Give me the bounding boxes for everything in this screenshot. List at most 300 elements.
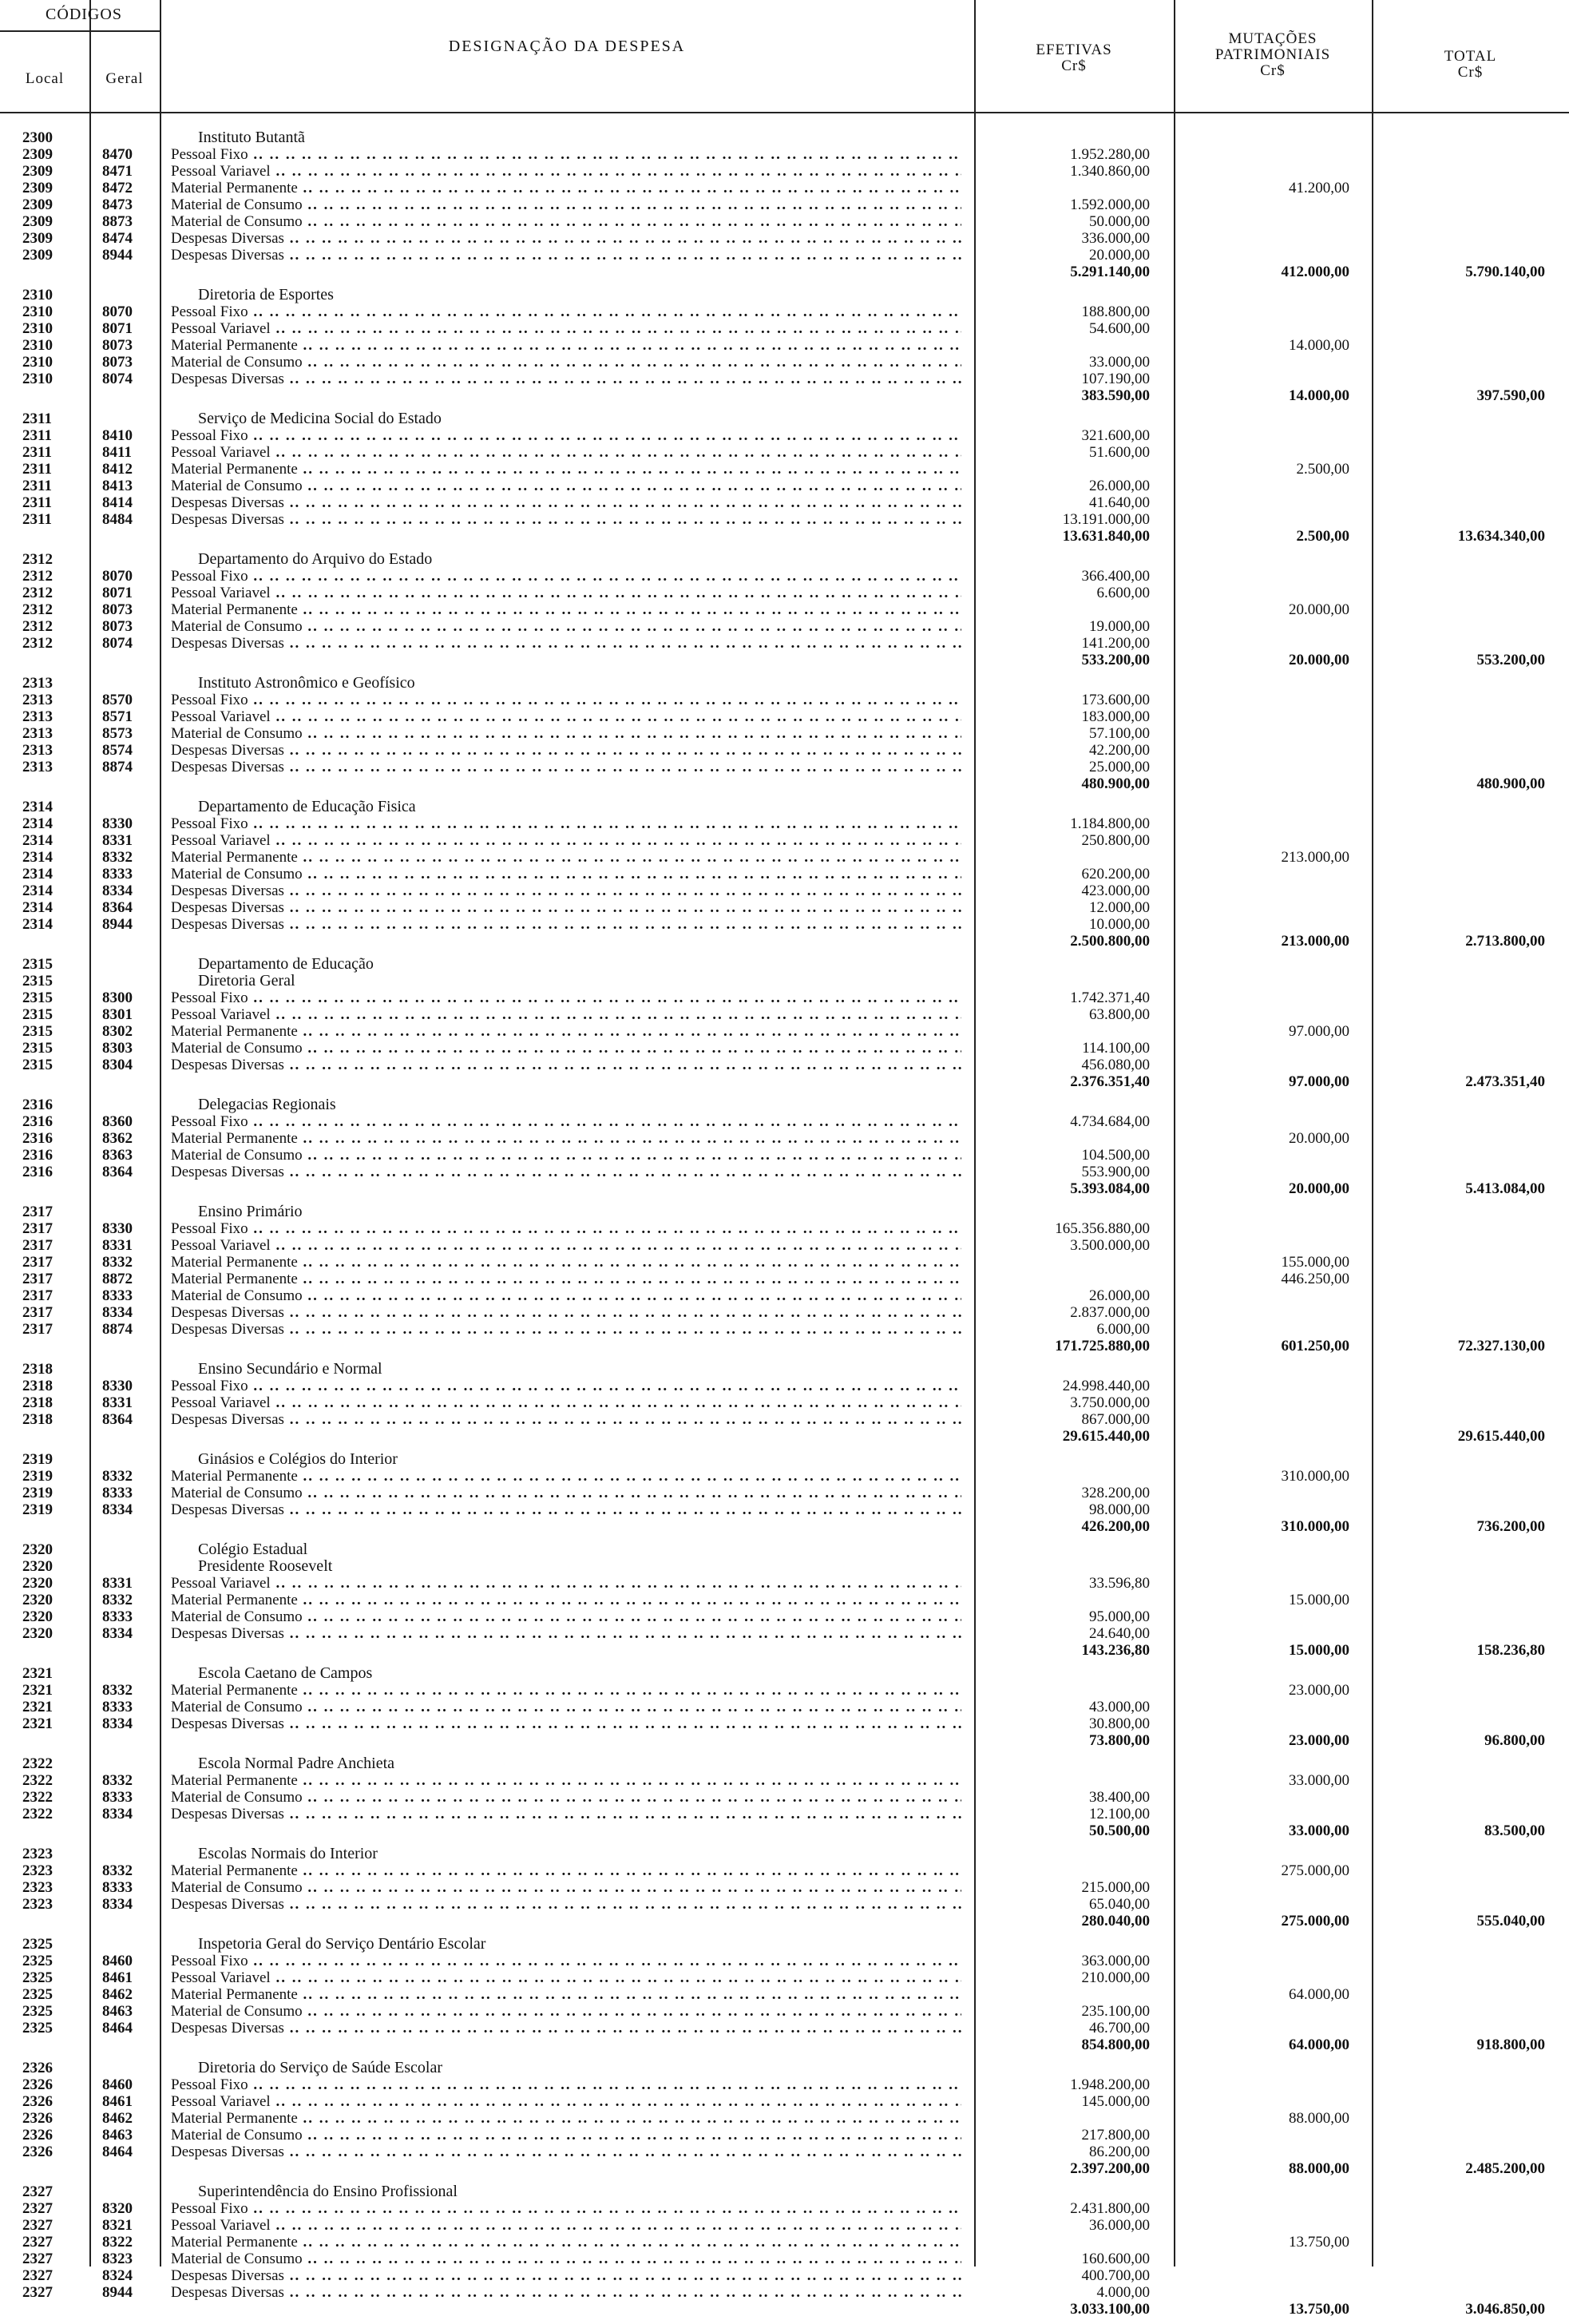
expense-row	[0, 213, 1569, 230]
subtotal-row	[0, 652, 1569, 668]
code-geral: 8332	[102, 1592, 133, 1608]
header-total: TOTAL	[1444, 48, 1497, 65]
code-local: 2325	[22, 1953, 53, 1969]
efetivas-value: 30.800,00	[1089, 1715, 1150, 1732]
code-geral: 8463	[102, 2003, 133, 2020]
designation: Material de Consumo .. ..	[171, 1608, 961, 1625]
designation: Ensino Secundário e Normal	[198, 1361, 382, 1378]
code-local: 2309	[22, 230, 53, 247]
code-geral: 8473	[102, 196, 133, 213]
efetivas-value: 553.900,00	[1081, 1164, 1150, 1180]
code-local: 2317	[22, 1220, 53, 1237]
code-local: 2319	[22, 1468, 53, 1485]
designation: Departamento de Educação	[198, 956, 374, 973]
efetivas-value: 188.800,00	[1081, 303, 1150, 320]
mutacoes-value: 14.000,00	[1289, 337, 1349, 354]
mutacoes-value: 2.500,00	[1296, 528, 1349, 545]
mutacoes-value: 97.000,00	[1289, 1023, 1349, 1040]
expense-row	[0, 1164, 1569, 1180]
expense-row	[0, 2251, 1569, 2267]
expense-row	[0, 1969, 1569, 1986]
code-local: 2327	[22, 2284, 53, 2301]
subtotal-row	[0, 528, 1569, 545]
header-mutacoes-unit: Cr$	[1260, 62, 1286, 79]
subtotal-row	[0, 387, 1569, 404]
code-local: 2317	[22, 1271, 53, 1287]
efetivas-value: 456.080,00	[1081, 1057, 1150, 1073]
subtotal-row	[0, 933, 1569, 950]
designation: Despesas Diversas .. ..	[171, 1625, 961, 1642]
expense-row	[0, 1986, 1569, 2003]
expense-row	[0, 1006, 1569, 1023]
designation: Material Permanente .. ..	[171, 2110, 961, 2127]
efetivas-value: 426.200,00	[1081, 1518, 1150, 1535]
code-local: 2312	[22, 618, 53, 635]
expense-row	[0, 1271, 1569, 1287]
code-geral: 8304	[102, 1057, 133, 1073]
designation: Ginásios e Colégios do Interior	[198, 1451, 398, 1468]
mutacoes-value: 97.000,00	[1289, 1073, 1349, 1090]
expense-row	[0, 742, 1569, 759]
mutacoes-value: 310.000,00	[1281, 1468, 1349, 1485]
code-geral: 8330	[102, 1378, 133, 1394]
code-local: 2325	[22, 1969, 53, 1986]
efetivas-value: 63.800,00	[1089, 1006, 1150, 1023]
header-mutacoes: MUTAÇÕES	[1228, 30, 1317, 47]
code-geral: 8071	[102, 585, 133, 601]
efetivas-value: 3.500.000,00	[1070, 1237, 1150, 1254]
section-heading-row	[0, 1846, 1569, 1862]
designation: Despesas Diversas .. ..	[171, 1501, 961, 1518]
code-geral: 8464	[102, 2020, 133, 2036]
expense-row	[0, 247, 1569, 264]
expense-row	[0, 601, 1569, 618]
designation: Departamento do Arquivo do Estado	[198, 551, 433, 568]
expense-row	[0, 1113, 1569, 1130]
section-heading-row	[0, 551, 1569, 568]
efetivas-value: 86.200,00	[1089, 2144, 1150, 2160]
efetivas-value: 210.000,00	[1081, 1969, 1150, 1986]
code-local: 2312	[22, 568, 53, 585]
expense-row	[0, 1682, 1569, 1699]
code-geral: 8330	[102, 815, 133, 832]
code-geral: 8334	[102, 1625, 133, 1642]
designation: Despesas Diversas .. ..	[171, 1411, 961, 1428]
expense-row	[0, 989, 1569, 1006]
designation: Pessoal Variavel .. ..	[171, 585, 961, 601]
code-geral: 8070	[102, 303, 133, 320]
expense-row	[0, 1485, 1569, 1501]
efetivas-value: 65.040,00	[1089, 1896, 1150, 1913]
efetivas-value: 6.000,00	[1096, 1321, 1150, 1338]
code-geral: 8324	[102, 2267, 133, 2284]
code-geral: 8300	[102, 989, 133, 1006]
efetivas-value: 235.100,00	[1081, 2003, 1150, 2020]
expense-row	[0, 1806, 1569, 1822]
code-geral: 8333	[102, 1287, 133, 1304]
code-geral: 8472	[102, 180, 133, 196]
designation: Pessoal Variavel .. ..	[171, 1394, 961, 1411]
designation: Material de Consumo .. ..	[171, 196, 961, 213]
designation: Pessoal Variavel .. ..	[171, 320, 961, 337]
total-value: 2.485.200,00	[1465, 2160, 1545, 2177]
code-geral: 8460	[102, 1953, 133, 1969]
mutacoes-value: 275.000,00	[1281, 1913, 1349, 1929]
designation: Despesas Diversas .. ..	[171, 511, 961, 528]
code-local: 2315	[22, 973, 53, 989]
code-local: 2310	[22, 354, 53, 371]
subtotal-row	[0, 2036, 1569, 2053]
designation: Instituto Butantã	[198, 129, 305, 146]
codigos-underline	[0, 30, 160, 32]
designation: Material de Consumo .. ..	[171, 1789, 961, 1806]
code-geral: 8302	[102, 1023, 133, 1040]
designation: Material de Consumo .. ..	[171, 1485, 961, 1501]
expense-row	[0, 1378, 1569, 1394]
efetivas-value: 6.600,00	[1096, 585, 1150, 601]
designation: Material de Consumo .. ..	[171, 1879, 961, 1896]
expense-row	[0, 427, 1569, 444]
efetivas-value: 19.000,00	[1089, 618, 1150, 635]
mutacoes-value: 213.000,00	[1281, 933, 1349, 950]
efetivas-value: 1.592.000,00	[1070, 196, 1150, 213]
expense-row	[0, 1699, 1569, 1715]
designation: Material de Consumo .. ..	[171, 1699, 961, 1715]
code-local: 2318	[22, 1411, 53, 1428]
expense-row	[0, 1147, 1569, 1164]
efetivas-value: 24.640,00	[1089, 1625, 1150, 1642]
code-geral: 8073	[102, 337, 133, 354]
designation: Despesas Diversas .. ..	[171, 899, 961, 916]
expense-table-body	[0, 129, 1569, 2324]
code-local: 2313	[22, 708, 53, 725]
designation: Material Permanente .. ..	[171, 1682, 961, 1699]
code-geral: 8334	[102, 1806, 133, 1822]
expense-row	[0, 1321, 1569, 1338]
expense-row	[0, 1862, 1569, 1879]
designation: Departamento de Educação Fisica	[198, 799, 416, 815]
designation: Despesas Diversas .. ..	[171, 494, 961, 511]
mutacoes-value: 155.000,00	[1281, 1254, 1349, 1271]
designation: Presidente Roosevelt	[198, 1558, 333, 1575]
code-geral: 8412	[102, 461, 133, 478]
code-geral: 8334	[102, 882, 133, 899]
code-local: 2311	[22, 427, 52, 444]
expense-row	[0, 2284, 1569, 2301]
code-geral: 8301	[102, 1006, 133, 1023]
efetivas-value: 12.100,00	[1089, 1806, 1150, 1822]
section-heading-row	[0, 799, 1569, 815]
code-local: 2314	[22, 799, 53, 815]
expense-row	[0, 303, 1569, 320]
code-geral: 8944	[102, 916, 133, 933]
designation: Despesas Diversas .. ..	[171, 1164, 961, 1180]
code-local: 2316	[22, 1130, 53, 1147]
efetivas-value: 4.000,00	[1096, 2284, 1150, 2301]
expense-row	[0, 230, 1569, 247]
section-heading-row	[0, 675, 1569, 692]
total-value: 72.327.130,00	[1457, 1338, 1545, 1354]
efetivas-value: 171.725.880,00	[1055, 1338, 1150, 1354]
efetivas-value: 2.376.351,40	[1070, 1073, 1150, 1090]
designation: Pessoal Fixo .. ..	[171, 1953, 961, 1969]
code-local: 2312	[22, 551, 53, 568]
section-heading-row	[0, 1665, 1569, 1682]
expense-row	[0, 1304, 1569, 1321]
efetivas-value: 3.750.000,00	[1070, 1394, 1150, 1411]
total-value: 736.200,00	[1476, 1518, 1545, 1535]
mutacoes-value: 310.000,00	[1281, 1518, 1349, 1535]
efetivas-value: 328.200,00	[1081, 1485, 1150, 1501]
code-local: 2309	[22, 163, 53, 180]
designation: Material Permanente .. ..	[171, 1772, 961, 1789]
mutacoes-value: 14.000,00	[1289, 387, 1349, 404]
efetivas-value: 43.000,00	[1089, 1699, 1150, 1715]
expense-row	[0, 708, 1569, 725]
code-geral: 8363	[102, 1147, 133, 1164]
designation: Pessoal Fixo .. ..	[171, 989, 961, 1006]
code-local: 2313	[22, 759, 53, 775]
section-heading-row	[0, 956, 1569, 973]
designation: Despesas Diversas .. ..	[171, 882, 961, 899]
expense-row	[0, 1023, 1569, 1040]
code-local: 2315	[22, 989, 53, 1006]
designation: Despesas Diversas .. ..	[171, 1806, 961, 1822]
designation: Pessoal Variavel .. ..	[171, 708, 961, 725]
code-geral: 8334	[102, 1304, 133, 1321]
code-geral: 8071	[102, 320, 133, 337]
code-local: 2313	[22, 692, 53, 708]
code-geral: 8331	[102, 832, 133, 849]
subtotal-row	[0, 1642, 1569, 1659]
code-local: 2310	[22, 303, 53, 320]
code-geral: 8332	[102, 1772, 133, 1789]
expense-row	[0, 1394, 1569, 1411]
header-geral: Geral	[105, 70, 144, 87]
code-geral: 8362	[102, 1130, 133, 1147]
code-geral: 8323	[102, 2251, 133, 2267]
code-local: 2311	[22, 494, 52, 511]
section-heading-row	[0, 1097, 1569, 1113]
designation: Material Permanente .. ..	[171, 1130, 961, 1147]
designation: Pessoal Variavel .. ..	[171, 832, 961, 849]
expense-row	[0, 1287, 1569, 1304]
designation: Pessoal Variavel .. ..	[171, 1237, 961, 1254]
efetivas-value: 24.998.440,00	[1062, 1378, 1150, 1394]
total-value: 918.800,00	[1476, 2036, 1545, 2053]
designation: Pessoal Variavel .. ..	[171, 1969, 961, 1986]
mutacoes-value: 2.500,00	[1296, 461, 1349, 478]
efetivas-value: 33.000,00	[1089, 354, 1150, 371]
total-value: 397.590,00	[1476, 387, 1545, 404]
designation: Pessoal Fixo .. ..	[171, 427, 961, 444]
efetivas-value: 280.040,00	[1081, 1913, 1150, 1929]
code-geral: 8333	[102, 866, 133, 882]
code-local: 2310	[22, 320, 53, 337]
expense-row	[0, 511, 1569, 528]
code-local: 2309	[22, 247, 53, 264]
code-local: 2315	[22, 956, 53, 973]
total-value: 480.900,00	[1476, 775, 1545, 792]
code-local: 2312	[22, 635, 53, 652]
designation: Material de Consumo .. ..	[171, 725, 961, 742]
efetivas-value: 26.000,00	[1089, 478, 1150, 494]
efetivas-value: 36.000,00	[1089, 2217, 1150, 2234]
section-heading-row	[0, 973, 1569, 989]
code-local: 2317	[22, 1304, 53, 1321]
designation: Material de Consumo .. ..	[171, 1147, 961, 1164]
subtotal-row	[0, 1180, 1569, 1197]
efetivas-value: 867.000,00	[1081, 1411, 1150, 1428]
designation: Despesas Diversas .. ..	[171, 230, 961, 247]
expense-row	[0, 2267, 1569, 2284]
header-efetivas: EFETIVAS	[1036, 42, 1112, 58]
code-local: 2314	[22, 899, 53, 916]
code-local: 2323	[22, 1846, 53, 1862]
efetivas-value: 26.000,00	[1089, 1287, 1150, 1304]
efetivas-value: 5.291.140,00	[1070, 264, 1150, 280]
efetivas-value: 250.800,00	[1081, 832, 1150, 849]
code-geral: 8332	[102, 1468, 133, 1485]
code-geral: 8574	[102, 742, 133, 759]
subtotal-row	[0, 1822, 1569, 1839]
code-local: 2309	[22, 146, 53, 163]
designation: Colégio Estadual	[198, 1541, 308, 1558]
designation: Delegacias Regionais	[198, 1097, 336, 1113]
designation: Pessoal Fixo .. ..	[171, 692, 961, 708]
efetivas-value: 620.200,00	[1081, 866, 1150, 882]
code-geral: 8944	[102, 2284, 133, 2301]
efetivas-value: 50.000,00	[1089, 213, 1150, 230]
designation: Despesas Diversas .. ..	[171, 2267, 961, 2284]
designation: Pessoal Variavel .. ..	[171, 2217, 961, 2234]
code-geral: 8471	[102, 163, 133, 180]
expense-row	[0, 494, 1569, 511]
mutacoes-value: 64.000,00	[1289, 1986, 1349, 2003]
expense-row	[0, 1220, 1569, 1237]
code-geral: 8331	[102, 1394, 133, 1411]
code-local: 2326	[22, 2144, 53, 2160]
designation: Material de Consumo .. ..	[171, 2127, 961, 2144]
code-local: 2313	[22, 742, 53, 759]
total-value: 5.413.084,00	[1465, 1180, 1545, 1197]
code-local: 2322	[22, 1789, 53, 1806]
code-geral: 8322	[102, 2234, 133, 2251]
expense-row	[0, 1625, 1569, 1642]
efetivas-value: 1.184.800,00	[1070, 815, 1150, 832]
code-local: 2311	[22, 410, 52, 427]
expense-row	[0, 320, 1569, 337]
efetivas-value: 423.000,00	[1081, 882, 1150, 899]
expense-row	[0, 1501, 1569, 1518]
mutacoes-value: 20.000,00	[1289, 652, 1349, 668]
designation: Despesas Diversas .. ..	[171, 2144, 961, 2160]
designation: Material de Consumo .. ..	[171, 478, 961, 494]
code-geral: 8364	[102, 1164, 133, 1180]
designation: Material de Consumo .. ..	[171, 866, 961, 882]
total-value: 96.800,00	[1484, 1732, 1545, 1749]
efetivas-value: 50.500,00	[1089, 1822, 1150, 1839]
efetivas-value: 165.356.880,00	[1055, 1220, 1150, 1237]
expense-row	[0, 832, 1569, 849]
code-geral: 8073	[102, 601, 133, 618]
code-geral: 8463	[102, 2127, 133, 2144]
designation: Pessoal Fixo .. ..	[171, 146, 961, 163]
efetivas-value: 215.000,00	[1081, 1879, 1150, 1896]
designation: Diretoria de Esportes	[198, 287, 334, 303]
code-geral: 8460	[102, 2076, 133, 2093]
code-geral: 8334	[102, 1715, 133, 1732]
efetivas-value: 2.500.800,00	[1070, 933, 1150, 950]
code-local: 2327	[22, 2234, 53, 2251]
total-value: 29.615.440,00	[1457, 1428, 1545, 1445]
code-geral: 8462	[102, 2110, 133, 2127]
efetivas-value: 383.590,00	[1081, 387, 1150, 404]
code-local: 2321	[22, 1682, 53, 1699]
subtotal-row	[0, 1518, 1569, 1535]
code-geral: 8333	[102, 1699, 133, 1715]
code-local: 2327	[22, 2251, 53, 2267]
code-geral: 8410	[102, 427, 133, 444]
code-local: 2314	[22, 849, 53, 866]
efetivas-value: 46.700,00	[1089, 2020, 1150, 2036]
code-geral: 8474	[102, 230, 133, 247]
code-local: 2316	[22, 1097, 53, 1113]
efetivas-value: 145.000,00	[1081, 2093, 1150, 2110]
code-geral: 8073	[102, 618, 133, 635]
expense-row	[0, 478, 1569, 494]
mutacoes-value: 41.200,00	[1289, 180, 1349, 196]
code-local: 2326	[22, 2127, 53, 2144]
designation: Despesas Diversas .. ..	[171, 2284, 961, 2301]
code-geral: 8333	[102, 1879, 133, 1896]
designation: Material Permanente .. ..	[171, 1986, 961, 2003]
code-geral: 8360	[102, 1113, 133, 1130]
code-local: 2315	[22, 1057, 53, 1073]
section-heading-row	[0, 1541, 1569, 1558]
total-value: 3.046.850,00	[1465, 2301, 1545, 2318]
efetivas-value: 2.431.800,00	[1070, 2200, 1150, 2217]
header-local: Local	[25, 70, 65, 87]
code-local: 2322	[22, 1772, 53, 1789]
total-value: 5.790.140,00	[1465, 264, 1545, 280]
efetivas-value: 2.397.200,00	[1070, 2160, 1150, 2177]
code-geral: 8874	[102, 1321, 133, 1338]
designation: Material de Consumo .. ..	[171, 1287, 961, 1304]
efetivas-value: 480.900,00	[1081, 775, 1150, 792]
designation: Material Permanente .. ..	[171, 1023, 961, 1040]
code-local: 2311	[22, 461, 52, 478]
efetivas-value: 1.340.860,00	[1070, 163, 1150, 180]
code-geral: 8333	[102, 1608, 133, 1625]
mutacoes-value: 275.000,00	[1281, 1862, 1349, 1879]
designation: Escola Normal Padre Anchieta	[198, 1755, 395, 1772]
expense-row	[0, 2110, 1569, 2127]
efetivas-value: 29.615.440,00	[1062, 1428, 1150, 1445]
code-geral: 8332	[102, 1682, 133, 1699]
subtotal-row	[0, 1428, 1569, 1445]
code-geral: 8573	[102, 725, 133, 742]
section-heading-row	[0, 1451, 1569, 1468]
code-local: 2309	[22, 213, 53, 230]
designation: Material Permanente .. ..	[171, 2234, 961, 2251]
designation: Pessoal Fixo .. ..	[171, 2076, 961, 2093]
code-geral: 8570	[102, 692, 133, 708]
code-local: 2310	[22, 371, 53, 387]
designation: Despesas Diversas .. ..	[171, 916, 961, 933]
efetivas-value: 141.200,00	[1081, 635, 1150, 652]
efetivas-value: 57.100,00	[1089, 725, 1150, 742]
